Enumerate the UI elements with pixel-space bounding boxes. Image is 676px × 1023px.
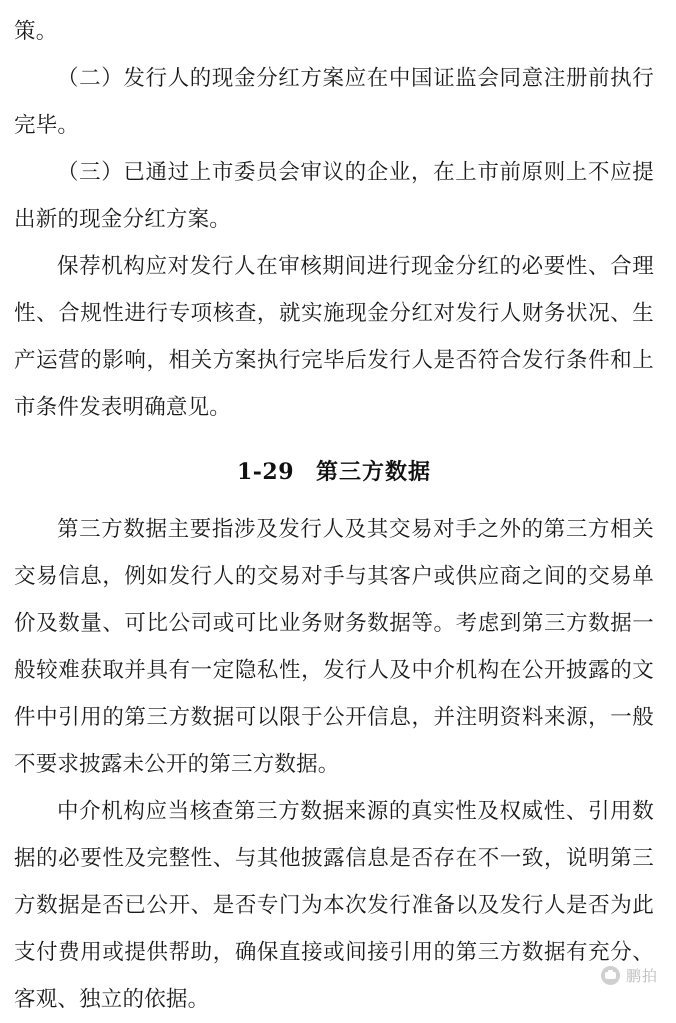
section-heading bbox=[14, 449, 654, 496]
watermark bbox=[601, 965, 658, 986]
paragraph-item-two: （二）发行人的现金分红方案应在中国证监会同意注册前执行完毕。 bbox=[14, 66, 654, 138]
wechat-account-icon bbox=[601, 966, 620, 985]
paragraph-intermediary-verification: 中介机构应当核查第三方数据来源的真实性及权威性、引用数据的必要性及完整性、与其他披露信息是否存在不一致，说明第三方数据是否已公开、是否专门为本次发行准备以及发行人是否为此支付费用或提供帮助，确保直接或间接引用的第三方数据有充分、客观、独立的依据。 bbox=[14, 799, 654, 1012]
paragraph-top-fragment: 策。 bbox=[14, 19, 58, 44]
paragraph-third-party-definition: 第三方数据主要指涉及发行人及其交易对手之外的第三方相关交易信息，例如发行人的交易对手与其客户或供应商之间的交易单价及数量、可比公司或可比业务财务数据等。考虑到第三方数据一般较难获取并具有一定隐私性，发行人及中介机构在公开披露的文件中引用的第三方数据可以限于公开信息，并注明资料来源，一般不要求披露未公开的第三方数据。 bbox=[14, 517, 654, 777]
paragraph-item-three: （三）已通过上市委员会审议的企业，在上市前原则上不应提出新的现金分红方案。 bbox=[14, 160, 654, 232]
watermark-label: 鹏拍 bbox=[625, 968, 658, 985]
section-number: 1-29 bbox=[236, 459, 295, 485]
paragraph-sponsor-review: 保荐机构应对发行人在审核期间进行现金分红的必要性、合理性、合规性进行专项核查，就实施现金分红对发行人财务状况、生产运营的影响，相关方案执行完毕后发行人是否符合发行条件和上市条件发表明确意见。 bbox=[14, 254, 654, 420]
section-title-text: 第三方数据 bbox=[316, 459, 432, 485]
